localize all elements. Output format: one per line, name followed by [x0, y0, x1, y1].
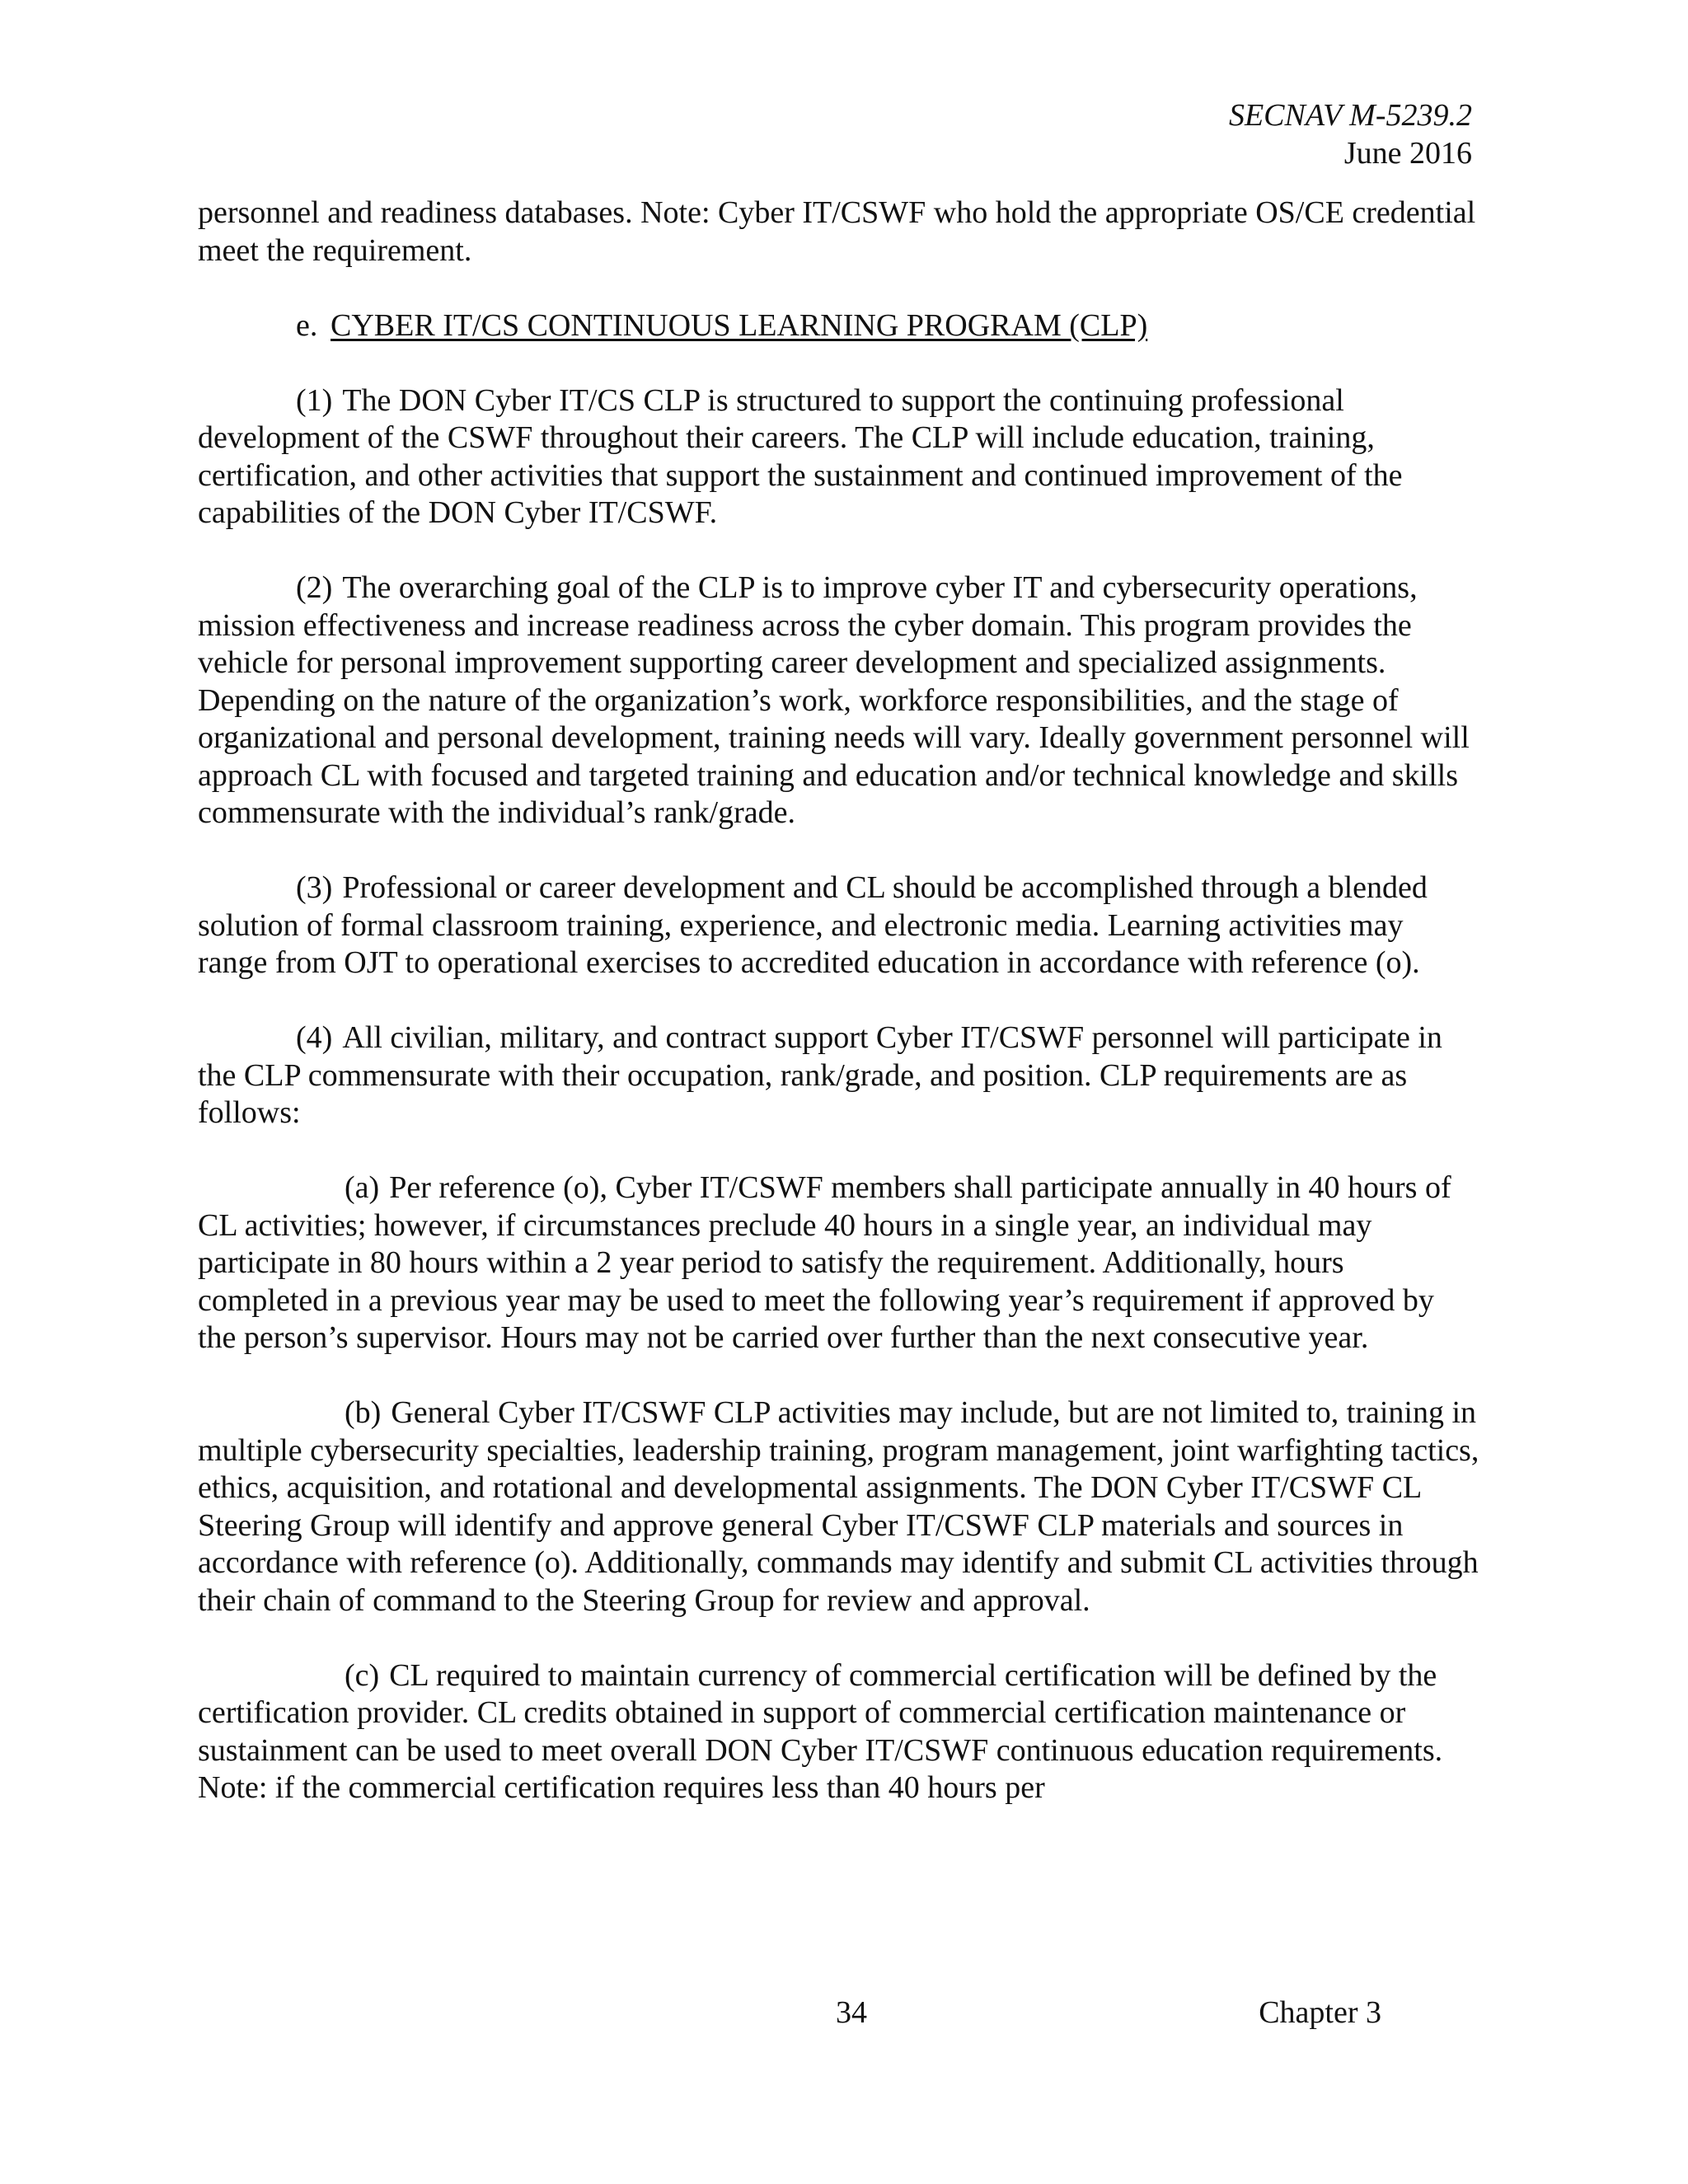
page-content [198, 194, 1479, 1844]
paragraph-label: (3) [296, 870, 333, 905]
paragraph-text: The DON Cyber IT/CS CLP is structured to support the continuing professional development of the CSWF throughout their careers. The CLP will include education, training, certification, and other activities that support the sustainment and continued improvement of the capabilities of the DON Cyber IT/CSWF. [198, 382, 1403, 530]
subparagraph-label: (a) [345, 1170, 380, 1205]
page-number: 34 [836, 1995, 867, 2030]
section-title: CYBER IT/CS CONTINUOUS LEARNING PROGRAM (CLP) [331, 307, 1148, 343]
subparagraph-text: Per reference (o), Cyber IT/CSWF members shall participate annually in 40 hours of CL activities; however, if circumstances preclude 40 hours in a single year, an individual may participate in 80 hours within a 2 year period to satisfy the requirement. Additionally, hours completed in a previous year may be used to meet the following year’s requirement if approved by the person’s supervisor. Hours may not be carried over further than the next consecutive year. [198, 1170, 1451, 1355]
paragraph-text: Professional or career development and CL should be accomplished through a blended solution of formal classroom training, experience, and electronic media. Learning activities may range from OJT to operational exercises to accredited education in accordance with reference (o). [198, 870, 1428, 980]
subparagraph-b [198, 1394, 1479, 1619]
section-heading [198, 307, 1479, 345]
subparagraph-label: (c) [345, 1657, 380, 1693]
document-date: June 2016 [1343, 136, 1472, 171]
subparagraph-text: CL required to maintain currency of commercial certification will be defined by the certification provider. CL credits obtained in support of commercial certification maintenance or sustainment can be used to meet overall DON Cyber IT/CSWF continuous education requirements. Note: if the commercial certification requires less than 40 hours per [198, 1657, 1443, 1805]
continuation-paragraph: personnel and readiness databases. Note: Cyber IT/CSWF who hold the appropriate OS/CE credential meet the requirement. [198, 195, 1476, 268]
paragraph-3 [198, 869, 1479, 982]
section-letter: e. [296, 307, 318, 343]
subparagraph-label: (b) [345, 1395, 382, 1430]
subparagraph-text: General Cyber IT/CSWF CLP activities may include, but are not limited to, training in multiple cybersecurity specialties, leadership training, program management, joint warfighting tactics, ethics, acquisition, and rotational and developmental assignments. The DON Cyber IT/CSWF CL Steering Group will identify and approve general Cyber IT/CSWF CLP materials and sources in accordance with reference (o). Additionally, commands may identify and submit CL activities through their chain of command to the Steering Group for review and approval. [198, 1395, 1479, 1618]
paragraph-1 [198, 382, 1479, 532]
paragraph-4 [198, 1019, 1479, 1132]
paragraph-label: (4) [296, 1020, 333, 1055]
document-id: SECNAV M-5239.2 [1228, 98, 1472, 133]
paragraph-2 [198, 569, 1479, 832]
subparagraph-c [198, 1657, 1479, 1807]
subparagraph-a [198, 1169, 1479, 1357]
paragraph-text: All civilian, military, and contract support Cyber IT/CSWF personnel will participate in the CLP commensurate with their occupation, rank/grade, and position. CLP requirements are as follows: [198, 1020, 1442, 1130]
paragraph-label: (2) [296, 570, 333, 605]
paragraph-text: The overarching goal of the CLP is to improve cyber IT and cybersecurity operations, mission effectiveness and increase readiness across the cyber domain. This program provides the vehicle for personal improvement supporting career development and specialized assignments. Depending on the nature of the organization’s work, workforce responsibilities, and the stage of organizational and personal development, training needs will vary. Ideally government personnel will approach CL with focused and targeted training and education and/or technical knowledge and skills commensurate with the individual’s rank/grade. [198, 570, 1470, 830]
paragraph-label: (1) [296, 382, 333, 418]
chapter-label: Chapter 3 [1259, 1995, 1381, 2030]
